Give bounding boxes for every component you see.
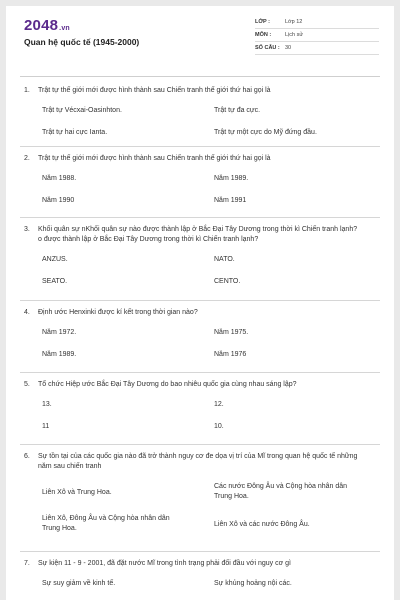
option-b[interactable]: Năm 1975. [214,329,249,336]
option-c[interactable]: Trật tự hai cực Ianta. [42,129,108,136]
worksheet-title: Quan hệ quốc tế (1945-2000) [24,37,140,47]
question-text: Trật tự thế giới mới được hình thành sau Chiến tranh thế giới thứ hai gọi là [38,87,271,94]
question-1 [20,86,380,146]
question-3 [20,225,380,295]
option-c[interactable]: SEATO. [42,278,68,285]
header-divider [20,76,380,77]
worksheet-header [6,6,394,76]
question-6 [20,452,380,552]
question-number: 1. [24,87,30,94]
question-text: Sự kiện 11 - 9 - 2001, đã đặt nước Mĩ trong tình trạng phải đối đầu với nguy cơ gì [38,560,291,567]
question-divider [20,551,380,552]
question-7 [20,559,380,599]
option-a[interactable]: Năm 1972. [42,329,77,336]
option-a[interactable]: Sự suy giảm về kinh tế. [42,580,116,587]
question-5 [20,380,380,440]
question-4 [20,308,380,368]
option-b[interactable]: Các nước Đông Âu và Cộng hòa nhân dân Trung Hoa. [214,483,348,500]
question-number: 6. [24,453,30,460]
question-number: 4. [24,309,30,316]
question-text: Trật tự thế giới mới được hình thành sau Chiến tranh thế giới thứ hai gọi là [38,155,271,162]
question-text: Khối quân sự nKhối quân sự nào được thành lập ở Bắc Đại Tây Dương trong thời kì Chiến tranh lạnh?o được thành lập ở Bắc Đại Tây Dương trong thời kì Chiến tranh lạnh? [38,226,358,243]
option-a[interactable]: Trật tự Vécxai-Oasinhton. [42,107,122,114]
meta-row-class [255,16,379,29]
question-text: Sự tồn tại của các quốc gia nào đã trở thành nguy cơ đe dọa vị trí của Mĩ trong quan hệ quốc tế những năm sau chiến tranh [38,453,358,470]
question-divider [20,444,380,445]
option-c[interactable]: Liên Xô, Đông Âu và Cộng hòa nhân dân Trung Hoa. [42,515,170,532]
option-b[interactable]: NATO. [214,256,235,263]
meta-label-count: SỐ CÂU : [255,45,280,51]
question-number: 7. [24,560,30,567]
option-d[interactable]: 10. [214,423,224,430]
meta-row-count [255,42,379,55]
option-c[interactable]: 11 [42,423,50,430]
logo-suffix: .vn [59,25,70,32]
option-d[interactable]: CENTO. [214,278,241,285]
question-divider [20,372,380,373]
question-2 [20,154,380,214]
question-text: Định ước Henxinki được kí kết trong thời gian nào? [38,309,198,316]
question-number: 3. [24,226,30,233]
meta-label-class: LỚP : [255,19,270,25]
question-text: Tổ chức Hiệp ước Bắc Đại Tây Dương do bao nhiêu quốc gia cùng nhau sáng lập? [38,381,297,388]
option-c[interactable]: Năm 1990 [42,197,75,204]
option-a[interactable]: Năm 1988. [42,175,77,182]
option-a[interactable]: ANZUS. [42,256,68,263]
question-number: 5. [24,381,30,388]
meta-row-subject [255,29,379,42]
option-d[interactable]: Liên Xô và các nước Đông Âu. [214,521,310,528]
question-divider [20,217,380,218]
logo-main: 2048 [24,17,59,34]
option-a[interactable]: 13. [42,401,52,408]
option-b[interactable]: Năm 1989. [214,175,249,182]
option-a[interactable]: Liên Xô và Trung Hoa. [42,489,112,496]
meta-label-subject: MÔN : [255,32,272,38]
meta-value-class: Lớp 12 [285,19,303,25]
question-number: 2. [24,155,30,162]
option-d[interactable]: Trật tự một cực do Mỹ đứng đầu. [214,129,317,136]
site-logo[interactable] [24,17,70,34]
option-b[interactable]: 12. [214,401,224,408]
option-d[interactable]: Năm 1976 [214,351,247,358]
question-divider [20,146,380,147]
option-c[interactable]: Năm 1989. [42,351,77,358]
question-divider [20,300,380,301]
option-b[interactable]: Sự khủng hoảng nội các. [214,580,292,587]
option-d[interactable]: Năm 1991 [214,197,247,204]
worksheet-page [6,6,394,600]
meta-value-subject: Lịch sử [285,32,304,38]
worksheet-meta [255,16,379,55]
option-b[interactable]: Trật tự đa cực. [214,107,261,114]
meta-value-count: 30 [285,45,292,51]
